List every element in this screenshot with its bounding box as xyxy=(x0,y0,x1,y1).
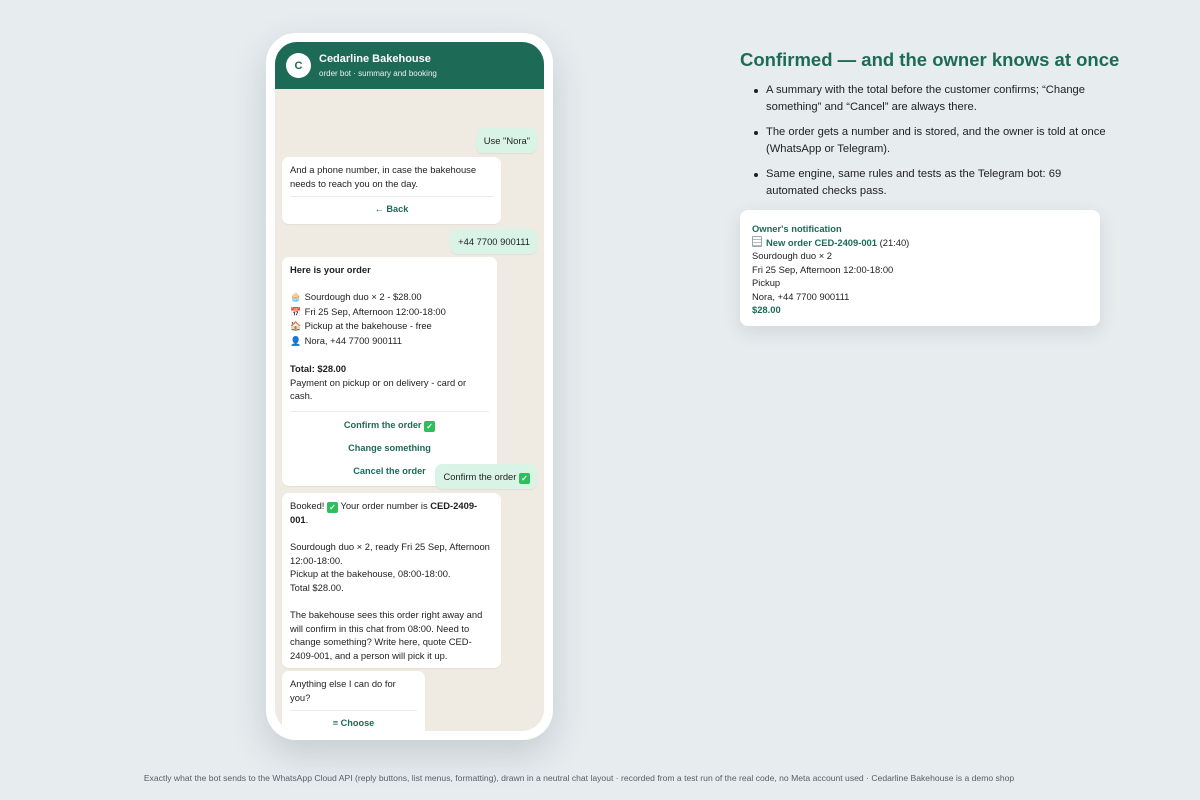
booked-detail: 12:00-18:00. xyxy=(290,554,343,566)
summary-payment: Payment on pickup or on delivery - card or cash. xyxy=(290,376,467,402)
choose-menu-button[interactable]: ≡ Choose xyxy=(332,718,375,729)
footer-note: Exactly what the bot sends to the WhatsApp Cloud API (reply buttons, list menus, formatting), drawn in a neutral chat layout · recorded from a test run of the real code, no Meta account used · Cedarline Bakehouse is a demo shop xyxy=(143,773,1015,783)
incoming-message xyxy=(282,671,425,731)
message-text: +44 7700 900111 xyxy=(458,236,530,247)
notification-order: New order CED-2409-001 (21:40) xyxy=(752,236,1088,250)
booking-confirmation-message xyxy=(282,493,501,668)
feature-item: A summary with the total before the customer confirms; “Change something” and “Cancel” are always there. xyxy=(740,82,1110,116)
message-list xyxy=(275,89,544,731)
notification-title: Owner's notification xyxy=(752,223,842,234)
chat-header xyxy=(275,42,544,89)
message-text: Use "Nora" xyxy=(483,135,530,146)
chat-screen xyxy=(275,42,544,731)
change-something-button[interactable]: Change something xyxy=(348,442,431,453)
feature-list xyxy=(740,82,1110,208)
notification-item: Sourdough duo × 2 xyxy=(752,250,833,261)
cancel-order-button[interactable]: Cancel the order xyxy=(353,465,426,476)
summary-heading: Here is your order xyxy=(290,264,371,275)
person-icon: 👤 xyxy=(290,335,302,346)
notification-total: $28.00 xyxy=(752,304,781,315)
back-button[interactable]: ← Back xyxy=(374,204,409,215)
confirm-order-button[interactable]: Confirm the order ✓ xyxy=(290,416,489,435)
notification-contact: Nora, +44 7700 900111 xyxy=(752,290,850,302)
message-text: needs to reach you on the day. xyxy=(290,177,419,189)
notification-date: Fri 25 Sep, Afternoon 12:00-18:00 xyxy=(752,263,894,275)
order-summary-message xyxy=(282,257,497,486)
booked-note: 2409-001, and a person will pick it up. xyxy=(290,649,448,661)
cupcake-icon: 🧁 xyxy=(290,292,302,303)
summary-pickup: 🏠 Pickup at the bakehouse - free xyxy=(290,319,489,334)
booked-note: will confirm in this chat from 08:00. Need to xyxy=(290,622,470,634)
feature-item: Same engine, same rules and tests as the Telegram bot: 69 automated checks pass. xyxy=(740,166,1110,200)
chat-name: Cedarline Bakehouse xyxy=(319,53,431,65)
outgoing-message xyxy=(476,128,537,153)
check-icon: ✓ xyxy=(327,502,338,513)
owner-notification-card xyxy=(740,210,1100,326)
calendar-icon: 📅 xyxy=(290,306,302,317)
outgoing-message xyxy=(450,229,537,254)
feature-item: The order gets a number and is stored, and the owner is told at once (WhatsApp or Telegram). xyxy=(740,124,1110,158)
receipt-icon xyxy=(752,236,762,247)
house-icon: 🏠 xyxy=(290,321,302,332)
booked-note: change something? Write here, quote CED- xyxy=(290,636,472,648)
summary-date: 📅 Fri 25 Sep, Afternoon 12:00-18:00 xyxy=(290,305,489,320)
booked-detail: Pickup at the bakehouse, 08:00-18:00. xyxy=(290,568,451,580)
page-headline: Confirmed — and the owner knows at once xyxy=(740,49,1120,70)
summary-contact: 👤 Nora, +44 7700 900111 xyxy=(290,334,489,349)
outgoing-message xyxy=(435,464,537,489)
booked-detail: Sourdough duo × 2, ready Fri 25 Sep, Afternoon xyxy=(290,541,490,553)
chat-subtitle: order bot · summary and booking xyxy=(319,69,437,78)
incoming-message xyxy=(282,157,501,224)
booked-note: The bakehouse sees this order right away and xyxy=(290,609,483,621)
summary-item: 🧁 Sourdough duo × 2 - $28.00 xyxy=(290,290,489,305)
notification-mode: Pickup xyxy=(752,277,781,288)
message-text: Confirm the order xyxy=(443,471,517,482)
message-text: And a phone number, in case the bakehouse xyxy=(290,164,477,175)
booked-line: 001. xyxy=(290,514,309,525)
phone-frame xyxy=(266,33,553,740)
summary-total: Total: $28.00 xyxy=(290,363,347,375)
message-text: Anything else I can do for you? xyxy=(290,678,396,703)
check-icon: ✓ xyxy=(519,473,530,484)
booked-line: Booked! ✓ Your order number is CED-2409- xyxy=(290,500,478,512)
check-icon: ✓ xyxy=(424,421,435,432)
booked-detail: Total $28.00. xyxy=(290,581,344,593)
avatar: C xyxy=(286,53,311,78)
